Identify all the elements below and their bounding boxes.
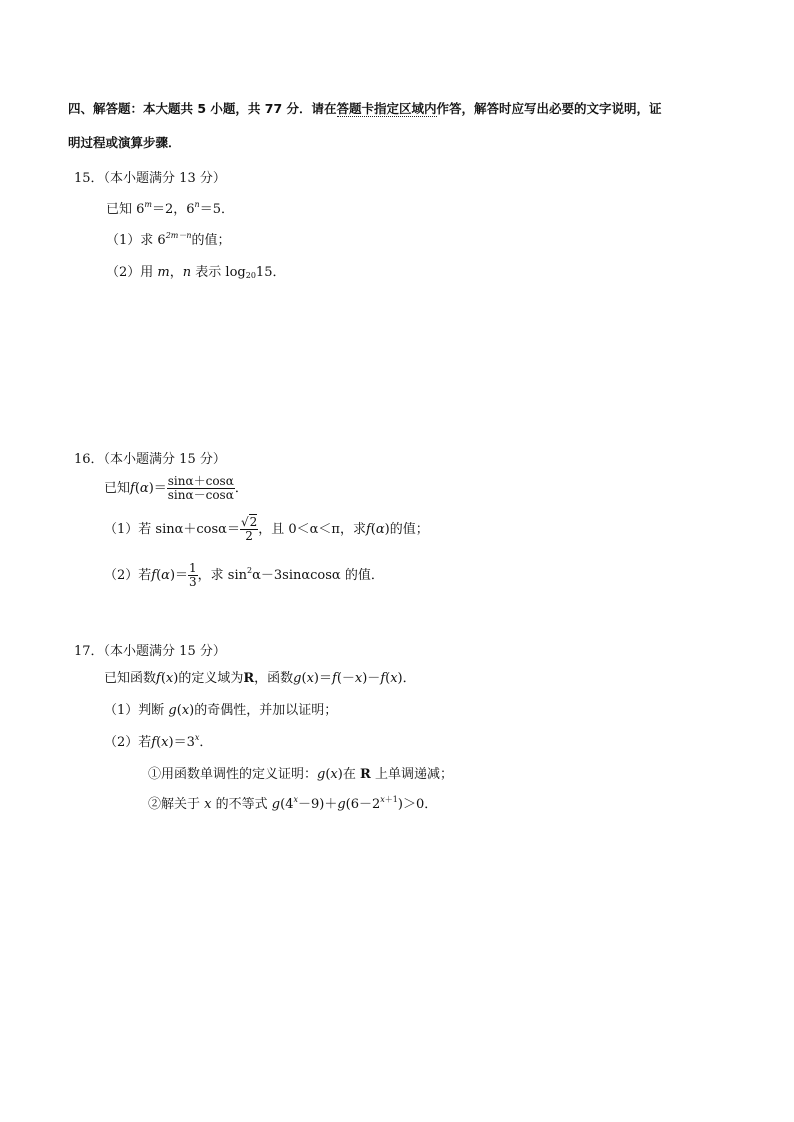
q17-score: （本小题满分 15 分） [103,644,226,659]
q16-score: （本小题满分 15 分） [103,452,226,467]
q15-part2: （2）用 m，n 表示 $\log_{20}15$． [106,265,286,280]
q16-part1-prefix: （1）若 sinα＋cosα＝ [104,522,240,538]
q15-part2-log-base: 20 [245,271,256,280]
q15-heading [74,167,226,186]
q17-subpart1: ①用函数单调性的定义证明：g(x)在 R 上单调递减； [148,767,453,782]
q15-part1 [106,229,231,248]
q17-part1: （1）判断 g(x)的奇偶性，并加以证明； [104,703,338,718]
q15-part1-suffix: 的值； [191,233,231,248]
q16-given: 已知f(α)＝ $\frac{\sin\alpha+\cos\alpha}{\sin\alpha-\cos\alpha}$ ． [104,474,248,503]
q15-given-end: ＝5． [199,202,234,217]
q17-given-d: ． [402,671,416,686]
q17-number: 17． [74,644,104,659]
q15-part2-prefix: （2）用 [106,265,154,280]
q16-part2-prefix: （2）若 [104,568,152,584]
q16-part2: （2）若f(α)＝ $\frac{1}{3}$ ，求 $\sin^2\alpha-3\sin\alpha\cos\alpha$ 的值． [104,561,384,590]
q17-given-R: R [243,671,255,686]
q16-part1-sqrt-radicand: 2 [249,515,258,529]
q17-subpart1-mid: 在 [342,767,356,782]
q17-given-b: 的定义域为 [178,671,244,686]
q17-subpart2-end: ＞0． [402,797,438,812]
q17-given-c: ，函数 [254,671,294,686]
q16-given-fraction [167,475,235,502]
q15-part2-end: 15． [255,265,286,280]
q16-part2-fraction [188,562,198,589]
q17-subpart2: ②解关于 x 的不等式 $g(4^x-9)+g(6-2^{x+1})>0$． [148,795,438,812]
q17-part1-prefix: （1）判断 [104,703,165,718]
q16-part1-suffix: 的值； [389,522,429,538]
q15-part2-mid: 表示 log [195,265,246,280]
q17-given-a: 已知函数 [104,671,157,686]
q16-part2-numerator: 1 [189,561,197,575]
q17-subpart2-mid: 的不等式 [215,797,268,812]
q15-given: 已知 $6^m=2$，$6^n=5$． [106,200,234,217]
q16-part1-denominator: 2 [245,529,253,544]
q16-part2-mid: ，求 sin [197,568,248,584]
q15-given-prefix: 已知 6 [106,202,145,217]
q16-part1: （1）若 sinα＋cosα＝ $\frac{√2}{2}$ ，且 0＜α＜π，求f(α)的值； [104,515,429,544]
section-header-line1 [68,99,662,117]
q16-part1-fraction: $\frac{√2}{2}$ [240,515,258,544]
section-header-line2: 明过程或演算步骤． [68,135,181,150]
q17-subpart1-prefix: ①用函数单调性的定义证明： [148,767,318,782]
q15-number: 15． [74,171,104,186]
q16-part1-mid: ，且 0＜α＜π，求 [258,522,366,538]
q15-given-mid: ＝2，6 [152,202,195,217]
section-header-emphasis: 答题卡指定区域内 [336,101,437,116]
section-header-text-b: 作答，解答时应写出必要的文字说明，证 [436,101,662,116]
q16-heading [74,448,226,467]
q16-given-end: ． [234,481,248,497]
q17-given: 已知函数f(x)的定义域为R，函数g(x)＝f(－x)－f(x)． [104,671,416,686]
q17-part1-suffix: 的奇偶性，并加以证明； [194,703,338,718]
q17-subpart1-end: 上单调递减； [374,767,453,782]
section-header-text-a: 四、解答题：本大题共 5 小题，共 77 分．请在 [68,101,337,116]
q17-part2: （2）若$f(x)=3^x$． [104,733,213,750]
q16-given-prefix: 已知 [104,481,131,497]
q16-part2-denominator: 3 [189,575,197,590]
q17-part2-end: ． [199,735,213,750]
q15-part1-prefix: （1）求 6 [106,233,166,248]
q16-given-denominator: sinα－cosα [167,488,234,503]
q16-part2-end: α－3sinαcosα 的值． [252,568,384,584]
q15-score: （本小题满分 13 分） [103,171,226,186]
q17-part2-prefix: （2）若 [104,735,152,750]
q15-part1-exponent: 2m－n [165,231,192,240]
q17-subpart2-prefix: ②解关于 [148,797,201,812]
q16-given-numerator: sinα＋cosα [167,474,234,488]
q17-subpart1-R: R [360,767,371,782]
q17-heading [74,640,226,659]
q16-number: 16． [74,452,104,467]
